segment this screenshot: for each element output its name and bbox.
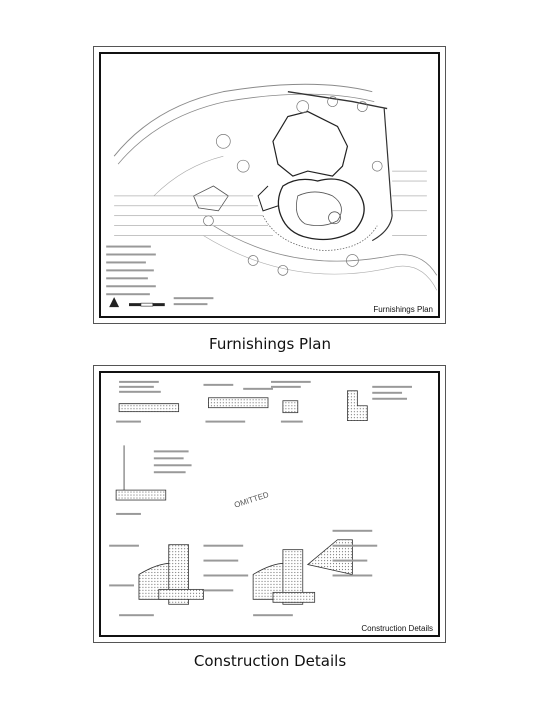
sheet-title: Furnishings Plan xyxy=(373,305,433,314)
sheet-title: Construction Details xyxy=(361,624,433,633)
construction-details-sheet xyxy=(93,365,446,643)
details-drawing xyxy=(94,366,445,642)
omitted-stamp: OMITTED xyxy=(233,490,270,510)
furnishings-plan-sheet xyxy=(93,46,446,324)
sheet-caption: Construction Details xyxy=(193,652,347,670)
sheet-caption: Furnishings Plan xyxy=(209,335,331,353)
site-plan-drawing xyxy=(94,47,445,323)
